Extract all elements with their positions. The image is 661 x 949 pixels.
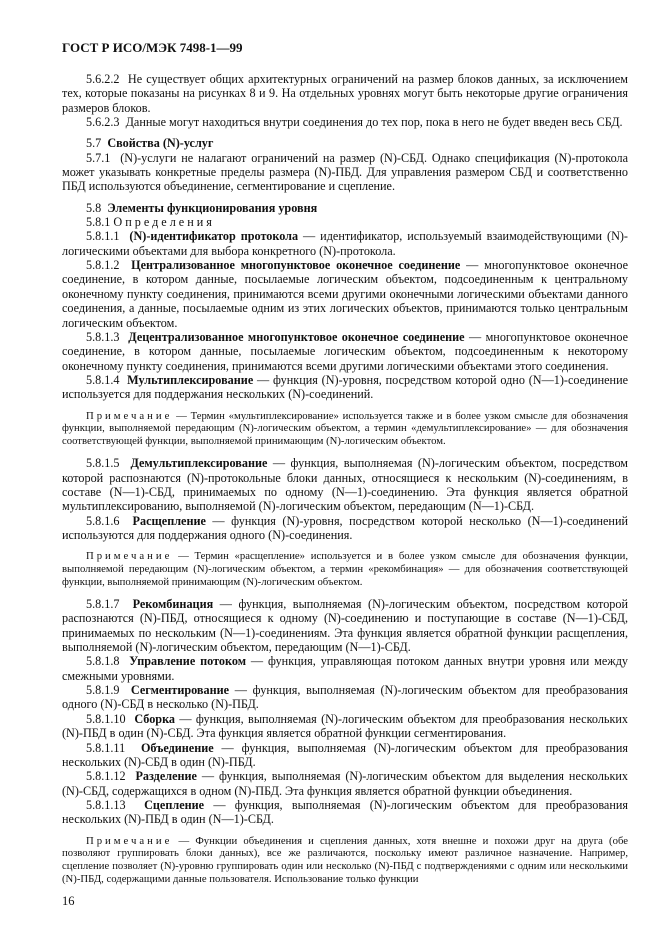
clause-number: 5.8.1.7 bbox=[86, 597, 120, 612]
definition-5-8-1-9 bbox=[62, 683, 628, 712]
definition-text: — функция, выполняемая (N)-логическим объектом для выделения нескольких (N)-СБД, содержащихся в одном (N)-ПБД. Эта функция является обратной функции объединения. bbox=[62, 769, 628, 798]
definition-text: — функция (N)-уровня, посредством которой одно (N—1)-соединение используется для поддержания нескольких (N)-соединений. bbox=[62, 372, 628, 402]
definition-5-8-1-5 bbox=[62, 456, 628, 513]
section-title: Определения bbox=[113, 215, 215, 230]
note-text: — Термин «мультиплексирование» используется также и в более узком смысле для обозначения функции, выполняемой передающим (N)-логическим объектом, а термин «демультиплексирование» — для обозначения соответствующей функции, выполняемой принимающим (N)-логическим объектом. bbox=[62, 409, 628, 448]
clause-number: 5.8.1.11 bbox=[86, 740, 126, 755]
term: (N)-идентификатор протокола bbox=[129, 229, 299, 244]
document-header: ГОСТ Р ИСО/МЭК 7498-1—99 bbox=[62, 40, 243, 55]
clause-number: 5.8.1.6 bbox=[86, 513, 120, 528]
definition-5-8-1-3 bbox=[62, 330, 628, 373]
definition-text: — функция, выполняемая (N)-логическим объектом для преобразования одного (N)-СБД в несколько (N)-ПБД. bbox=[62, 683, 629, 712]
definition-5-8-1-6 bbox=[62, 514, 628, 543]
definition-5-8-1-11 bbox=[62, 741, 628, 770]
clause-number: 5.7.1 bbox=[86, 150, 111, 165]
note-text: — Функции объединения и сцепления данных, хотя внешне и похожи друг на друга (обе позволяют группировать блоки данных), все же различаются, поскольку имеют различное назначение. Например, сцепление позволяет (N)-уровню группировать один или несколько (N)-ПБД с подтверждениями с одним или несколькими (N)-ПБД, содержащими данные пользователя. Использование только функции bbox=[62, 834, 628, 886]
section-heading-5-8 bbox=[62, 201, 628, 215]
clause-number: 5.8 bbox=[86, 200, 102, 215]
definition-text: — многопунктовое оконечное соединение, в котором данные, посылаемые логическим объектом, подсоединенным к некоторому оконечному пункту соединения, принимаются всеми другими логическими объектами этого соединения. bbox=[62, 329, 628, 373]
clause-number: 5.8.1.8 bbox=[86, 654, 120, 669]
note-label: Примечание bbox=[86, 409, 173, 422]
term: Разделение bbox=[135, 769, 197, 784]
term: Сегментирование bbox=[130, 683, 230, 698]
section-title: Элементы функционирования уровня bbox=[107, 200, 318, 215]
paragraph-5-6-2-2 bbox=[62, 72, 628, 115]
term: Демультиплексирование bbox=[130, 456, 268, 471]
term: Расщепление bbox=[132, 513, 206, 528]
term: Объединение bbox=[140, 740, 214, 755]
definition-text: — функция, выполняемая (N)-логическим объектом, посредством которой распознаются (N)-ПБД, относящиеся к одному (N)-соединению и поступающие в составе (N—1)-СБД, принимаемых по нескольким (N—1)-соединениям. Эта функция является обратной функции расщепления, выполняемой (N)-логическим объектом, передающим (N—1)-СБД. bbox=[62, 597, 629, 655]
clause-number: 5.6.2.2 bbox=[86, 72, 120, 86]
clause-number: 5.8.1.12 bbox=[86, 769, 126, 784]
clause-number: 5.8.1.9 bbox=[86, 683, 120, 698]
clause-number: 5.8.1.1 bbox=[86, 229, 120, 244]
definition-text: — функция, выполняемая (N)-логическим объектом для преобразования нескольких (N)-ПБД в один (N)-СБД. Эта функция является обратной функции сегментирования. bbox=[62, 711, 629, 741]
section-heading-5-8-1 bbox=[62, 215, 628, 229]
definition-5-8-1-13 bbox=[62, 798, 628, 827]
paragraph-5-6-2-3 bbox=[62, 115, 628, 129]
term: Централизованное многопунктовое оконечное соединение bbox=[131, 258, 461, 273]
document-body bbox=[62, 72, 628, 949]
page-number: 16 bbox=[62, 894, 75, 909]
definition-text: — многопунктовое оконечное соединение, в котором данные, посылаемые логическим объектом, подсоединенным к центральному оконечному пункту соединения, принимаются всеми другими оконечными логическими объектами данного соединения, а данные, посылаемые одним из этих логических объектов, принимаются только центральным логическим объектом. bbox=[62, 258, 628, 330]
definition-text: — функция, управляющая потоком данных внутри уровня или между смежными уровнями. bbox=[62, 654, 628, 683]
definition-5-8-1-10 bbox=[62, 712, 628, 741]
definition-5-8-1-1 bbox=[62, 229, 628, 258]
clause-number: 5.8.1.13 bbox=[86, 797, 126, 812]
term: Сцепление bbox=[144, 797, 205, 812]
section-heading-5-7 bbox=[62, 136, 628, 150]
definition-text: — функция, выполняемая (N)-логическим объектом для преобразования нескольких (N)-СБД в один (N)-ПБД. bbox=[62, 740, 629, 769]
term: Сборка bbox=[134, 711, 175, 726]
definition-text: — функция, выполняемая (N)-логическим объектом для преобразования нескольких (N)-ПБД в один (N—1)-СБД. bbox=[62, 797, 628, 827]
note-text: — Термин «расщепление» используется и в более узком смысле для обозначения функции, выполняемой передающим (N)-логическим объектом, а термин «рекомбинация» — для обозначения соответствующей функции, выполняемой принимающим (N)-логическим объектом. bbox=[62, 550, 628, 589]
term: Мультиплексирование bbox=[127, 372, 254, 387]
definition-5-8-1-4 bbox=[62, 373, 628, 402]
clause-text: Данные могут находиться внутри соединения до тех пор, пока в него не будет введен весь СБД. bbox=[125, 115, 623, 130]
definition-5-8-1-2 bbox=[62, 258, 628, 330]
note-1 bbox=[62, 410, 628, 449]
clause-number: 5.8.1.3 bbox=[86, 329, 120, 344]
note-3 bbox=[62, 835, 628, 887]
term: Децентрализованное многопунктовое оконечное соединение bbox=[128, 329, 465, 344]
note-2 bbox=[62, 550, 628, 589]
note-label: Примечание bbox=[86, 834, 173, 847]
clause-number: 5.8.1.2 bbox=[86, 258, 120, 273]
definition-5-8-1-8 bbox=[62, 654, 628, 683]
note-label: Примечание bbox=[86, 550, 173, 563]
section-title: Свойства (N)-услуг bbox=[107, 136, 214, 151]
clause-number: 5.8.1.5 bbox=[86, 456, 120, 471]
term: Управление потоком bbox=[129, 654, 247, 669]
clause-text: Не существует общих архитектурных ограничений на размер блоков данных, за исключением тех, которые показаны на рисунках 8 и 9. На отдельных уровнях могут быть некоторые другие ограничения размеров блоков. bbox=[62, 72, 629, 115]
definition-5-8-1-7 bbox=[62, 597, 628, 654]
term: Рекомбинация bbox=[132, 597, 214, 612]
definition-text: — функция (N)-уровня, посредством которой несколько (N—1)-соединений используются для поддержания одного (N)-соединения. bbox=[62, 513, 629, 542]
clause-number: 5.8.1.10 bbox=[86, 711, 126, 726]
clause-number: 5.8.1.4 bbox=[86, 372, 120, 387]
clause-text: (N)-услуги не налагают ограничений на размер (N)-СБД. Однако спецификация (N)-протокола может указывать конкретные пределы размера (N)-ПБД. Для управления размером СБД и соответственно ПБД используются объединение, сегментирование и сцепление. bbox=[62, 150, 629, 194]
definition-text: — функция, выполняемая (N)-логическим объектом, посредством которой распознаются (N)-протокольные блоки данных, относящиеся к нескольким (N)-соединениям, в составе (N—1)-СБД, принимаемых по одному (N—1)-соединению. Эта функция является обратной мультиплексированию, выполняемой (N)-логическим объектом, передающим (N—1)-СБД. bbox=[62, 456, 629, 514]
definition-text: — идентификатор, используемый взаимодействующими (N)-логическими объектами для выбора конкретного (N)-протокола. bbox=[62, 229, 628, 258]
clause-number: 5.8.1 bbox=[86, 215, 111, 230]
paragraph-5-7-1 bbox=[62, 151, 628, 194]
clause-number: 5.6.2.3 bbox=[86, 115, 120, 130]
definition-5-8-1-12 bbox=[62, 769, 628, 798]
clause-number: 5.7 bbox=[86, 136, 102, 151]
